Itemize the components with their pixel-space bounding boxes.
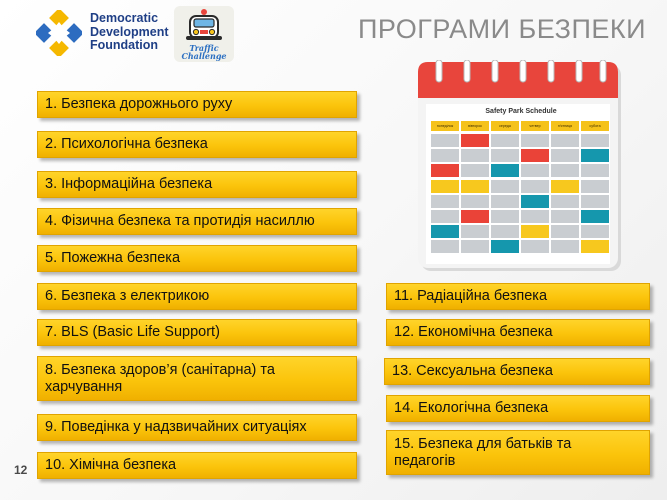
calendar-cell — [551, 195, 579, 208]
program-item-health-safety — [37, 356, 357, 401]
program-label: 7. BLS (Basic Life Support) — [45, 324, 220, 340]
calendar-cell — [581, 225, 609, 238]
slide-number: 12 — [14, 463, 28, 477]
program-item-radiation-safety — [386, 283, 650, 310]
program-item-information-safety — [37, 171, 357, 198]
calendar-cell — [431, 180, 459, 193]
calendar-cell — [461, 210, 489, 223]
calendar-cell — [461, 225, 489, 238]
calendar-cell — [521, 225, 549, 238]
program-label: 8. Безпека здоров’я (санітарна) та харчування — [45, 361, 275, 395]
traffic-challenge-label: Traffic Challenge — [181, 43, 227, 61]
program-item-economic-safety — [386, 319, 650, 346]
calendar-cell — [551, 149, 579, 162]
calendar-cell — [581, 210, 609, 223]
organization-name: Democratic Development Foundation — [90, 11, 169, 52]
program-label: 2. Психологічна безпека — [45, 136, 208, 152]
calendar-title: Safety Park Schedule — [485, 108, 557, 115]
program-item-parents-teachers-safety — [386, 430, 650, 475]
program-item-ecological-safety — [386, 395, 650, 422]
calendar-cell — [521, 149, 549, 162]
calendar-cell — [521, 195, 549, 208]
program-label: 15. Безпека для батьків та педагогів — [394, 435, 572, 469]
calendar-cell — [461, 180, 489, 193]
program-label: 11. Радіаційна безпека — [394, 288, 548, 304]
calendar-cell — [491, 210, 519, 223]
program-item-psychological-safety — [37, 131, 357, 158]
calendar-cell — [491, 149, 519, 162]
calendar-day-header: четвер — [521, 121, 549, 131]
program-label: 3. Інформаційна безпека — [45, 176, 213, 192]
program-label: 4. Фізична безпека та протидія насиллю — [45, 213, 315, 229]
calendar-cell — [521, 180, 549, 193]
schedule-calendar — [418, 60, 624, 274]
program-label: 13. Сексуальна безпека — [392, 363, 553, 379]
calendar-cell — [491, 225, 519, 238]
calendar-cell — [431, 225, 459, 238]
calendar-cell — [491, 240, 519, 253]
calendar-day-header: середа — [491, 121, 519, 131]
calendar-cell — [431, 134, 459, 147]
calendar-cell — [431, 195, 459, 208]
calendar-cell — [461, 240, 489, 253]
traffic-challenge-logo-icon — [174, 6, 234, 46]
calendar-cell — [521, 210, 549, 223]
calendar-cell — [581, 195, 609, 208]
calendar-cell — [461, 149, 489, 162]
calendar-cell — [521, 240, 549, 253]
calendar-cell — [431, 240, 459, 253]
program-item-fire-safety — [37, 245, 357, 272]
calendar-cell — [551, 164, 579, 177]
calendar-day-header: вівторок — [461, 121, 489, 131]
program-item-road-safety — [37, 91, 357, 118]
program-label: 5. Пожежна безпека — [45, 250, 181, 266]
calendar-cell — [551, 134, 579, 147]
calendar-cell — [431, 164, 459, 177]
calendar-cell — [521, 164, 549, 177]
program-item-emergency-behavior — [37, 414, 357, 441]
program-label: 1. Безпека дорожнього руху — [45, 96, 233, 112]
calendar-cell — [581, 240, 609, 253]
calendar-cell — [551, 225, 579, 238]
traffic-challenge-badge — [174, 6, 234, 62]
calendar-cell — [461, 134, 489, 147]
program-item-electrical-safety — [37, 283, 357, 310]
calendar-cell — [431, 149, 459, 162]
program-item-chemical-safety — [37, 452, 357, 479]
program-item-sexual-safety — [384, 358, 650, 385]
calendar-day-header: понеділок — [431, 121, 459, 131]
calendar-cell — [521, 134, 549, 147]
calendar-cell — [431, 210, 459, 223]
program-label: 10. Хімічна безпека — [45, 457, 177, 473]
calendar-day-header: п'ятниця — [551, 121, 579, 131]
program-label: 14. Екологічна безпека — [394, 400, 549, 416]
calendar-cell — [461, 195, 489, 208]
ddf-logo-icon — [36, 10, 82, 56]
program-item-bls — [37, 319, 357, 346]
program-label: 12. Економічна безпека — [394, 324, 553, 340]
program-label: 6. Безпека з електрикою — [45, 288, 210, 304]
calendar-cell — [491, 180, 519, 193]
calendar-cell — [551, 240, 579, 253]
calendar-cell — [461, 164, 489, 177]
calendar-cell — [581, 134, 609, 147]
calendar-cell — [491, 195, 519, 208]
calendar-cell — [581, 164, 609, 177]
calendar-grid — [418, 60, 624, 274]
calendar-cell — [491, 164, 519, 177]
calendar-cell — [551, 180, 579, 193]
slide-title: ПРОГРАМИ БЕЗПЕКИ — [357, 14, 646, 44]
program-item-physical-safety — [37, 208, 357, 235]
program-label: 9. Поведінка у надзвичайних ситуаціях — [45, 419, 307, 435]
calendar-cell — [581, 180, 609, 193]
calendar-cell — [581, 149, 609, 162]
calendar-day-header: субота — [581, 121, 609, 131]
calendar-cell — [491, 134, 519, 147]
calendar-cell — [551, 210, 579, 223]
